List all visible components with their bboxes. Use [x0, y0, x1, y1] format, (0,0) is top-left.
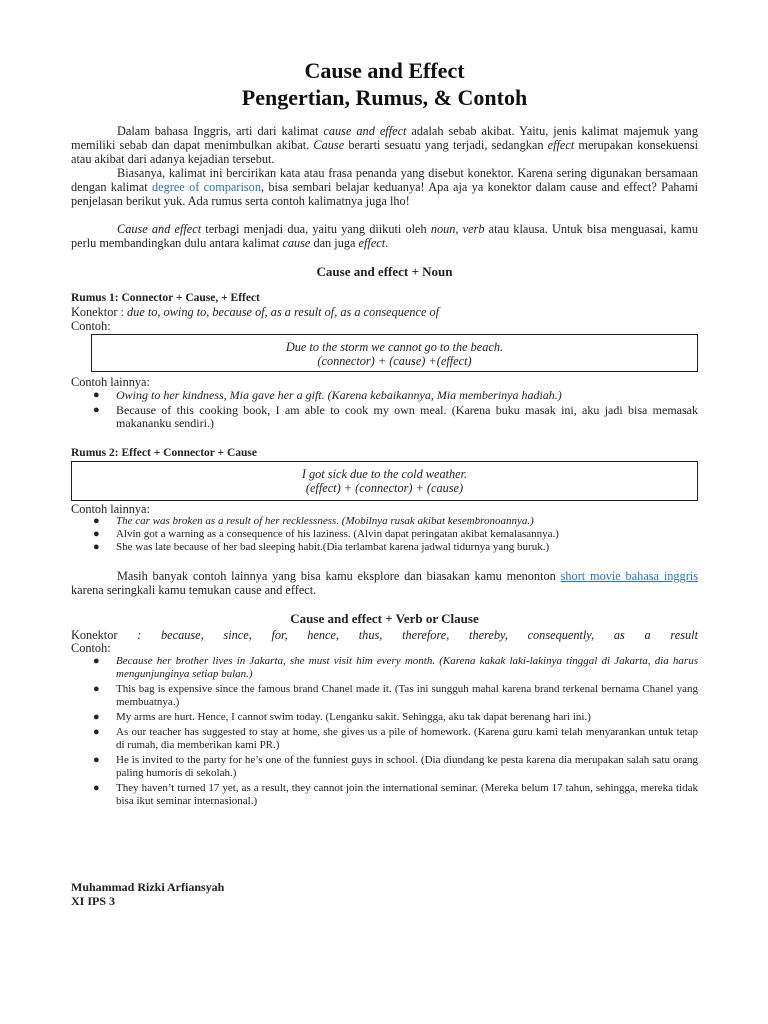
list-item — [71, 541, 698, 554]
text: This bag is expensive since the famous brand Chanel made it. (Tas ini sungguh mahal karena brand terkenal bernama Chanel yang membuatnya.) — [116, 683, 698, 708]
short-movie-link[interactable]: short movie bahasa inggris — [560, 569, 698, 583]
konektor-values: due to, owing to, because of, as a result of, as a consequence of — [127, 305, 440, 319]
bullet-icon: ● — [93, 655, 100, 667]
list-item — [71, 782, 698, 808]
box-2-sentence: I got sick due to the cold weather. — [301, 467, 468, 481]
list-item — [71, 754, 698, 780]
text: They haven’t turned 17 yet, as a result, they cannot join the international seminar. (Mereka belum 17 tahun, sehingga, mereka tidak bisa ikut seminar internasional.) — [116, 782, 698, 807]
text: Masih banyak contoh lainnya yang bisa kamu eksplore dan biasakan kamu menonton — [117, 569, 561, 583]
text: effect — [358, 236, 386, 250]
list-item — [71, 711, 698, 724]
examples-list-2 — [71, 515, 698, 554]
konektor-line-2 — [71, 628, 698, 642]
text: Because of this cooking book, I am able to cook my own meal. (Karena buku masak ini, aku jadi bisa memasak makananku sendiri.) — [116, 403, 698, 430]
box-1-formula: (connector) + (cause) +(effect) — [317, 354, 472, 368]
text: terbagi menjadi dua, yaitu yang diikuti oleh — [201, 222, 431, 236]
text: The car was broken as a result of her recklessness. (Mobilnya rusak akibat kesembronoannya.) — [116, 515, 534, 527]
text: He is invited to the party for he’s one of the funniest guys in school. (Dia diundang ke pesta karena dia merupakan salah satu orang paling humoris di sekolah.) — [116, 754, 698, 779]
bullet-icon: ● — [93, 389, 100, 401]
text: dan juga — [310, 236, 359, 250]
box-1-sentence: Due to the storm we cannot go to the beach. — [285, 340, 504, 354]
author-name: Muhammad Rizki Arfiansyah — [71, 880, 225, 894]
text: My arms are hurt. Hence, I cannot swim today. (Lenganku sakit. Sehingga, aku tak dapat berenang hari ini.) — [116, 711, 591, 723]
text: Dalam bahasa Inggris, arti dari kalimat — [117, 124, 324, 138]
bullet-icon: ● — [93, 515, 100, 527]
text: . — [385, 236, 389, 250]
contoh-lainnya-label-2: Contoh lainnya: — [71, 502, 150, 516]
text: cause — [282, 236, 311, 250]
closing-paragraph — [71, 569, 698, 597]
examples-list-3 — [71, 655, 698, 808]
text: merupakan konsekuensi atau akibat dari adanya kejadian tersebut. — [71, 138, 698, 166]
bullet-icon: ● — [93, 528, 100, 540]
examples-list-1 — [71, 389, 698, 430]
text: Alvin got a warning as a consequence of his laziness. (Alvin dapat peringatan akibat kemalasannya.) — [116, 528, 559, 540]
text: adalah sebab akibat. Yaitu, jenis kalimat majemuk yang memiliki sebab dan dapat menimbulkan akibat. — [71, 124, 698, 152]
text: Cause — [313, 138, 345, 152]
intro-paragraph-3 — [71, 222, 698, 250]
rumus-2: Rumus 2: Effect + Connector + Cause — [71, 447, 258, 459]
section-heading-noun: Cause and effect + Noun — [316, 264, 453, 279]
konektor-line-1 — [71, 305, 439, 320]
intro-paragraph-2 — [71, 166, 698, 208]
list-item — [71, 726, 698, 752]
list-item — [71, 404, 698, 430]
text: Owing to her kindness, Mia gave her a gift. (Karena kebaikannya, Mia memberinya hadiah.) — [116, 388, 562, 402]
list-item — [71, 389, 698, 402]
text: Biasanya, kalimat ini bercirikan kata atau frasa penanda yang disebut konektor. Karena sering digunakan bersamaan dengan kalimat — [71, 166, 698, 194]
list-item — [71, 655, 698, 681]
document-subtitle: Pengertian, Rumus, & Contoh — [241, 85, 528, 110]
intro-paragraph-1 — [71, 124, 698, 166]
list-item — [71, 515, 698, 528]
text: atau klausa. Untuk bisa menguasai, kamu perlu membandingkan dulu antara kalimat — [71, 222, 698, 250]
contoh-label-2: Contoh: — [71, 641, 111, 655]
list-item — [71, 683, 698, 709]
bullet-icon: ● — [93, 754, 100, 766]
example-box-1 — [91, 334, 698, 372]
degree-of-comparison-link[interactable]: degree of comparison — [152, 180, 261, 194]
text: , bisa sembari belajar keduanya! Apa aja ya konektor dalam cause and effect? Pahami penjelasan berikut yuk. Ada rumus serta contoh kalimatnya juga lho! — [71, 180, 699, 208]
document-title: Cause and Effect — [304, 58, 465, 83]
text: cause and effect — [323, 124, 407, 138]
bullet-icon: ● — [93, 541, 100, 553]
contoh-label: Contoh: — [71, 319, 111, 333]
konektor-label: Konektor : — [71, 305, 128, 319]
bullet-icon: ● — [93, 404, 100, 416]
box-2-formula: (effect) + (connector) + (cause) — [305, 481, 464, 495]
text: As our teacher has suggested to stay at home, she gives us a pile of homework. (Karena guru kami telah menyarankan untuk tetap di rumah, dia memberikan kami PR.) — [116, 726, 698, 751]
text: She was late because of her bad sleeping habit.(Dia terlambat karena jadwal tidurnya yang buruk.) — [116, 541, 550, 553]
text: karena seringkali kamu temukan cause and effect. — [71, 583, 317, 597]
example-box-2 — [71, 461, 698, 501]
contoh-lainnya-label: Contoh lainnya: — [71, 375, 150, 389]
text: noun, verb — [430, 222, 485, 236]
bullet-icon: ● — [93, 782, 100, 794]
text: Because her brother lives in Jakarta, she must visit him every month. (Karena kakak laki-lakinya tinggal di Jakarta, dia harus mengunjunginya setiap bulan.) — [116, 655, 698, 680]
text: berarti sesuatu yang terjadi, sedangkan — [344, 138, 548, 152]
bullet-icon: ● — [93, 683, 100, 695]
list-item — [71, 528, 698, 541]
konektor-label: Konektor — [71, 628, 118, 642]
author-class: XI IPS 3 — [71, 894, 116, 908]
section-heading-verb: Cause and effect + Verb or Clause — [290, 611, 479, 626]
bullet-icon: ● — [93, 726, 100, 738]
bullet-icon: ● — [93, 711, 100, 723]
rumus-1: Rumus 1: Connector + Cause, + Effect — [71, 292, 260, 304]
text: Cause and effect — [117, 222, 202, 236]
text: effect — [547, 138, 575, 152]
konektor-values: : because, since, for, hence, thus, therefore, thereby, consequently, as a result — [137, 628, 698, 642]
